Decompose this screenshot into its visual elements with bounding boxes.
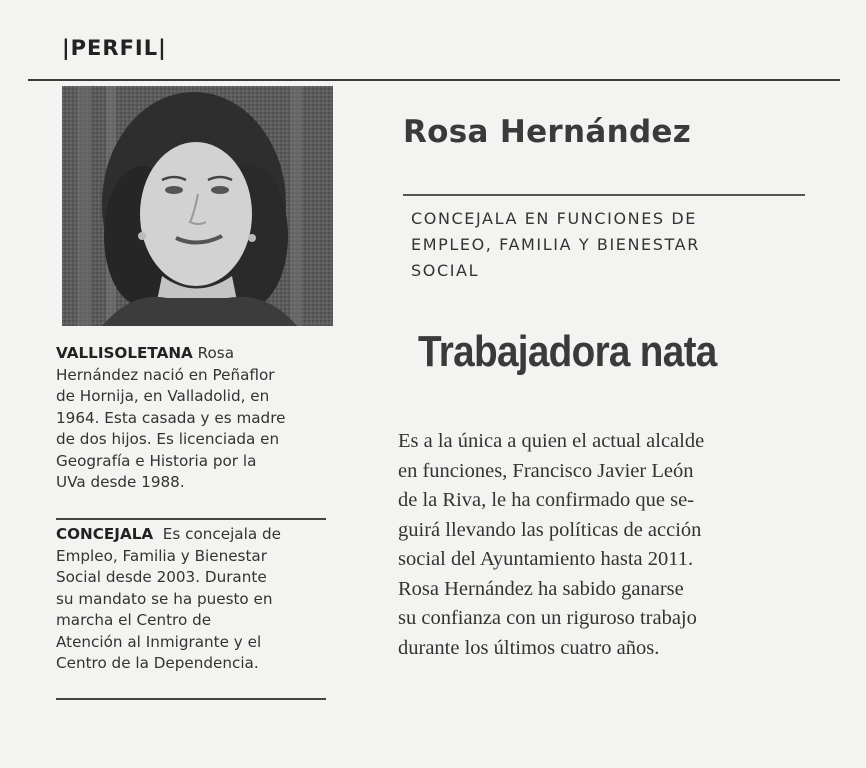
sidebar-divider xyxy=(56,518,326,520)
role-line: SOCIAL xyxy=(411,261,480,280)
body-line: Rosa Hernández ha sabido ganarse xyxy=(398,577,684,600)
bio-birth-line: Geografía e Historia por la xyxy=(56,451,257,470)
body-line: social del Ayuntamiento hasta 2011. xyxy=(398,548,694,570)
sidebar-bottom-divider xyxy=(56,698,326,700)
body-line: guirá llevando las políticas de acción xyxy=(398,518,702,541)
top-divider xyxy=(28,79,840,81)
bio-birth-line: de dos hijos. Es licenciada en xyxy=(56,430,280,448)
section-tag: |PERFIL| xyxy=(62,36,167,60)
body-line: Es a la única a quien el actual alcalde xyxy=(398,430,705,452)
bio-birth xyxy=(56,343,328,494)
bio-career-line: Centro de la Dependencia. xyxy=(56,654,259,672)
bio-birth-line: UVa desde 1988. xyxy=(56,473,185,491)
article-body xyxy=(398,427,810,663)
bio-birth-line: Hernández nació en Peñaflor xyxy=(56,365,275,384)
bio-birth-line: de Hornija, en Valladolid, en xyxy=(56,387,270,405)
bio-birth-line: 1964. Esta casada y es madre xyxy=(56,408,286,427)
bio-career xyxy=(56,524,328,675)
bio-career-lead: CONCEJALA xyxy=(56,525,154,543)
body-line: su confianza con un riguroso trabajo xyxy=(398,607,697,629)
bio-career-line: Empleo, Familia y Bienestar xyxy=(56,546,267,565)
profile-name: Rosa Hernández xyxy=(403,114,692,150)
name-divider xyxy=(403,194,805,196)
bio-birth-line: Rosa xyxy=(192,344,235,362)
headline: Trabajadora nata xyxy=(418,327,717,376)
bio-career-line: Atención al Inmigrante y el xyxy=(56,632,262,651)
bio-career-line: marcha el Centro de xyxy=(56,611,212,629)
body-line: en funciones, Francisco Javier León xyxy=(398,459,694,482)
body-line: durante los últimos cuatro años. xyxy=(398,636,660,659)
role-line: EMPLEO, FAMILIA Y BIENESTAR xyxy=(411,235,700,254)
body-line: de la Riva, le ha confirmado que se- xyxy=(398,489,694,511)
bio-career-line: Social desde 2003. Durante xyxy=(56,568,267,586)
role-line: CONCEJALA EN FUNCIONES DE xyxy=(411,209,697,228)
profile-role xyxy=(411,206,791,284)
bio-birth-lead: VALLISOLETANA xyxy=(56,344,193,362)
bio-career-line: Es concejala de xyxy=(153,525,281,543)
portrait-photo xyxy=(62,86,333,326)
bio-career-line: su mandato se ha puesto en xyxy=(56,589,273,608)
